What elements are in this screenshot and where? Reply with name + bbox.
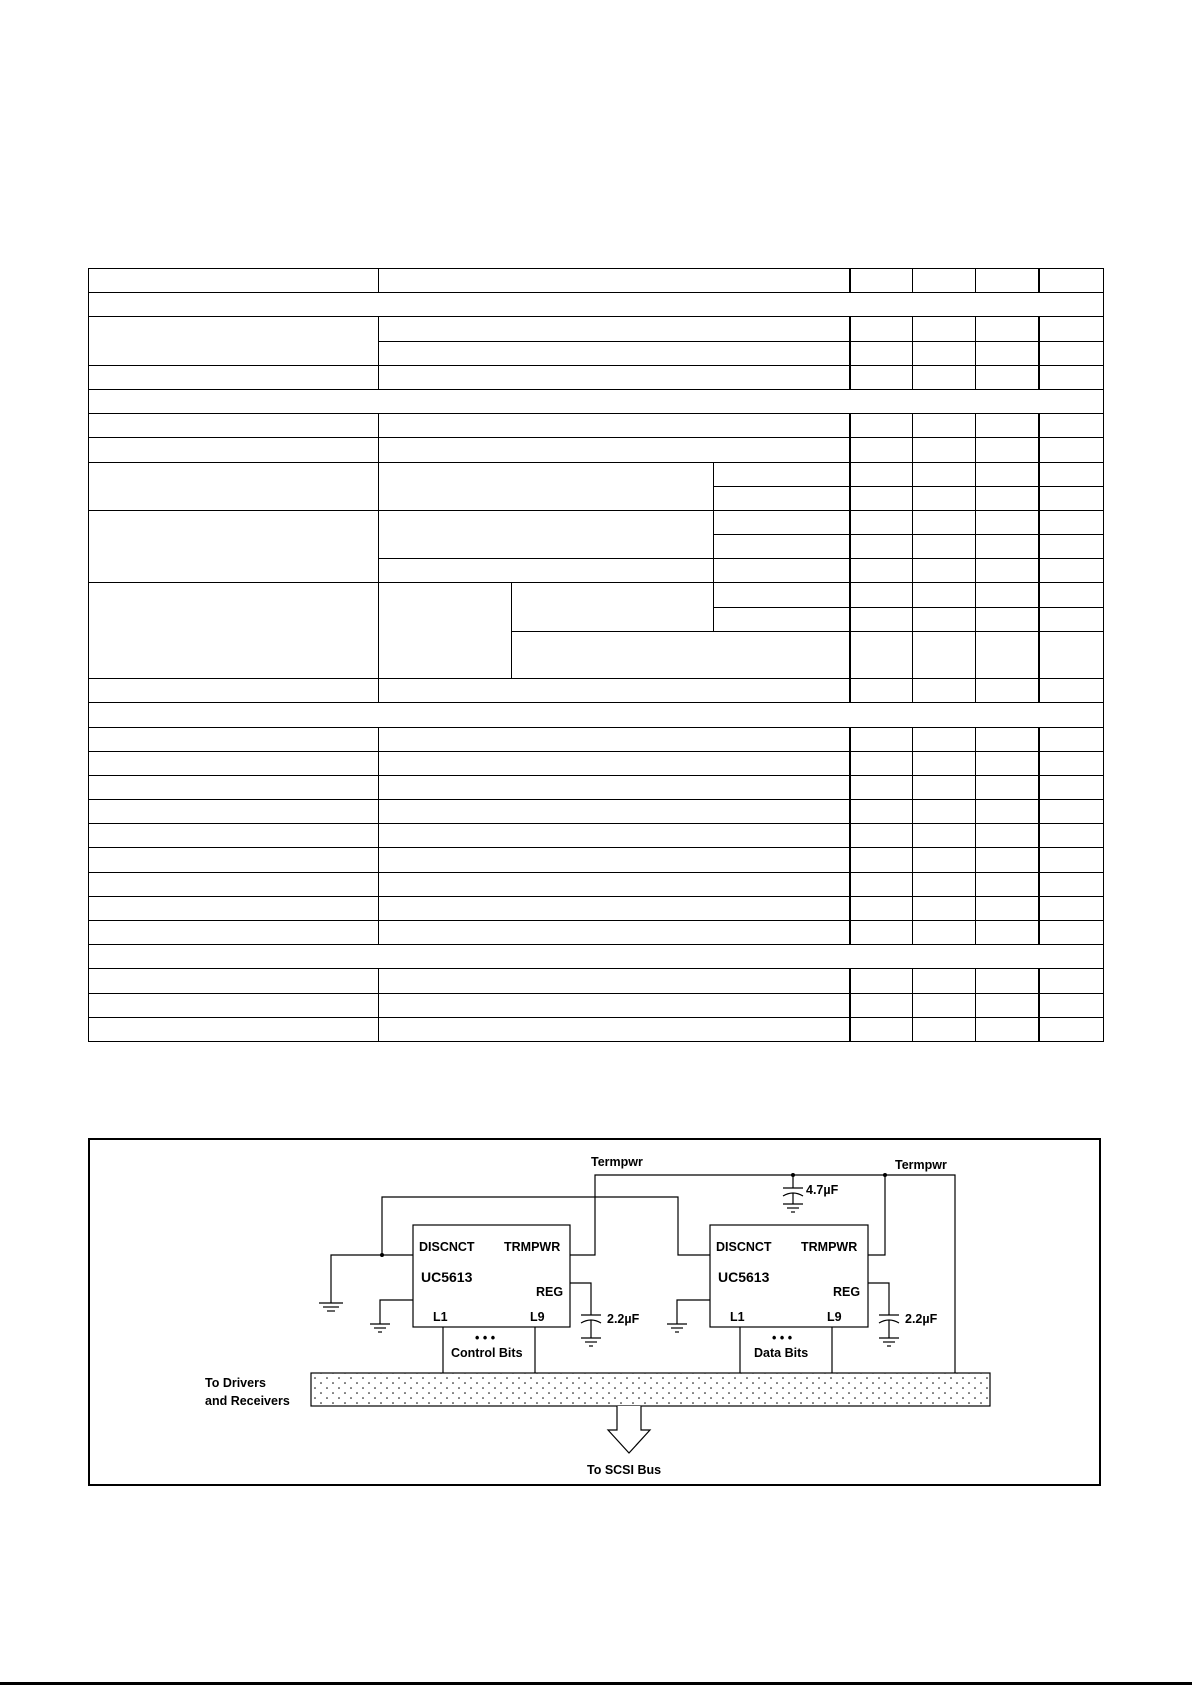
table-row — [89, 993, 1104, 1017]
table-row — [89, 896, 1104, 920]
cap-top-label: 4.7µF — [806, 1183, 839, 1197]
diagram-frame — [88, 1138, 1101, 1486]
cap-right-label: 2.2µF — [905, 1312, 938, 1326]
table-row — [89, 438, 1104, 462]
table-row — [89, 389, 1104, 413]
table-row — [89, 462, 1104, 486]
chip-right-part: UC5613 — [718, 1269, 770, 1285]
table-row — [89, 703, 1104, 727]
table-row — [89, 317, 1104, 341]
table-row — [89, 510, 1104, 534]
table-row — [89, 1017, 1104, 1041]
table-row — [89, 751, 1104, 775]
drivers-label-line2: and Receivers — [205, 1394, 290, 1408]
chip-left-bits-label: Control Bits — [451, 1346, 523, 1360]
termination-schematic — [90, 1140, 1099, 1484]
table-row — [89, 824, 1104, 848]
table-row — [89, 800, 1104, 824]
chip-left-part: UC5613 — [421, 1269, 473, 1285]
table-row — [89, 969, 1104, 993]
table-row — [89, 727, 1104, 751]
termpwr-left-label: Termpwr — [591, 1155, 643, 1169]
chip-left-l1: L1 — [433, 1310, 448, 1324]
table-row — [89, 921, 1104, 945]
chip-right-l9: L9 — [827, 1310, 842, 1324]
termpwr-right-label: Termpwr — [895, 1158, 947, 1172]
scsi-bus-label: To SCSI Bus — [587, 1463, 662, 1477]
chip-left-reg: REG — [536, 1285, 564, 1299]
table-row — [89, 269, 1104, 293]
chip-right-l1: L1 — [730, 1310, 745, 1324]
chip-right-dots: • • • — [772, 1331, 793, 1345]
table-row — [89, 872, 1104, 896]
table-row — [89, 414, 1104, 438]
table-row — [89, 365, 1104, 389]
table-row — [89, 945, 1104, 969]
cap-left-label: 2.2µF — [607, 1312, 640, 1326]
bus-bar — [311, 1373, 990, 1406]
spec-table — [88, 268, 1104, 1042]
table-row — [89, 775, 1104, 799]
chip-right-bits-label: Data Bits — [754, 1346, 809, 1360]
chip-left-disconct: DISCNCT — [419, 1240, 475, 1254]
table-row — [89, 679, 1104, 703]
table-row — [89, 848, 1104, 872]
table-row — [89, 293, 1104, 317]
chip-right-disconct: DISCNCT — [716, 1240, 772, 1254]
chip-right-trmpwr: TRMPWR — [801, 1240, 858, 1254]
table-row — [89, 583, 1104, 607]
chip-right-reg: REG — [833, 1285, 861, 1299]
chip-left-trmpwr: TRMPWR — [504, 1240, 561, 1254]
drivers-label-line1: To Drivers — [205, 1376, 266, 1390]
chip-left-dots: • • • — [475, 1331, 496, 1345]
chip-left-l9: L9 — [530, 1310, 545, 1324]
